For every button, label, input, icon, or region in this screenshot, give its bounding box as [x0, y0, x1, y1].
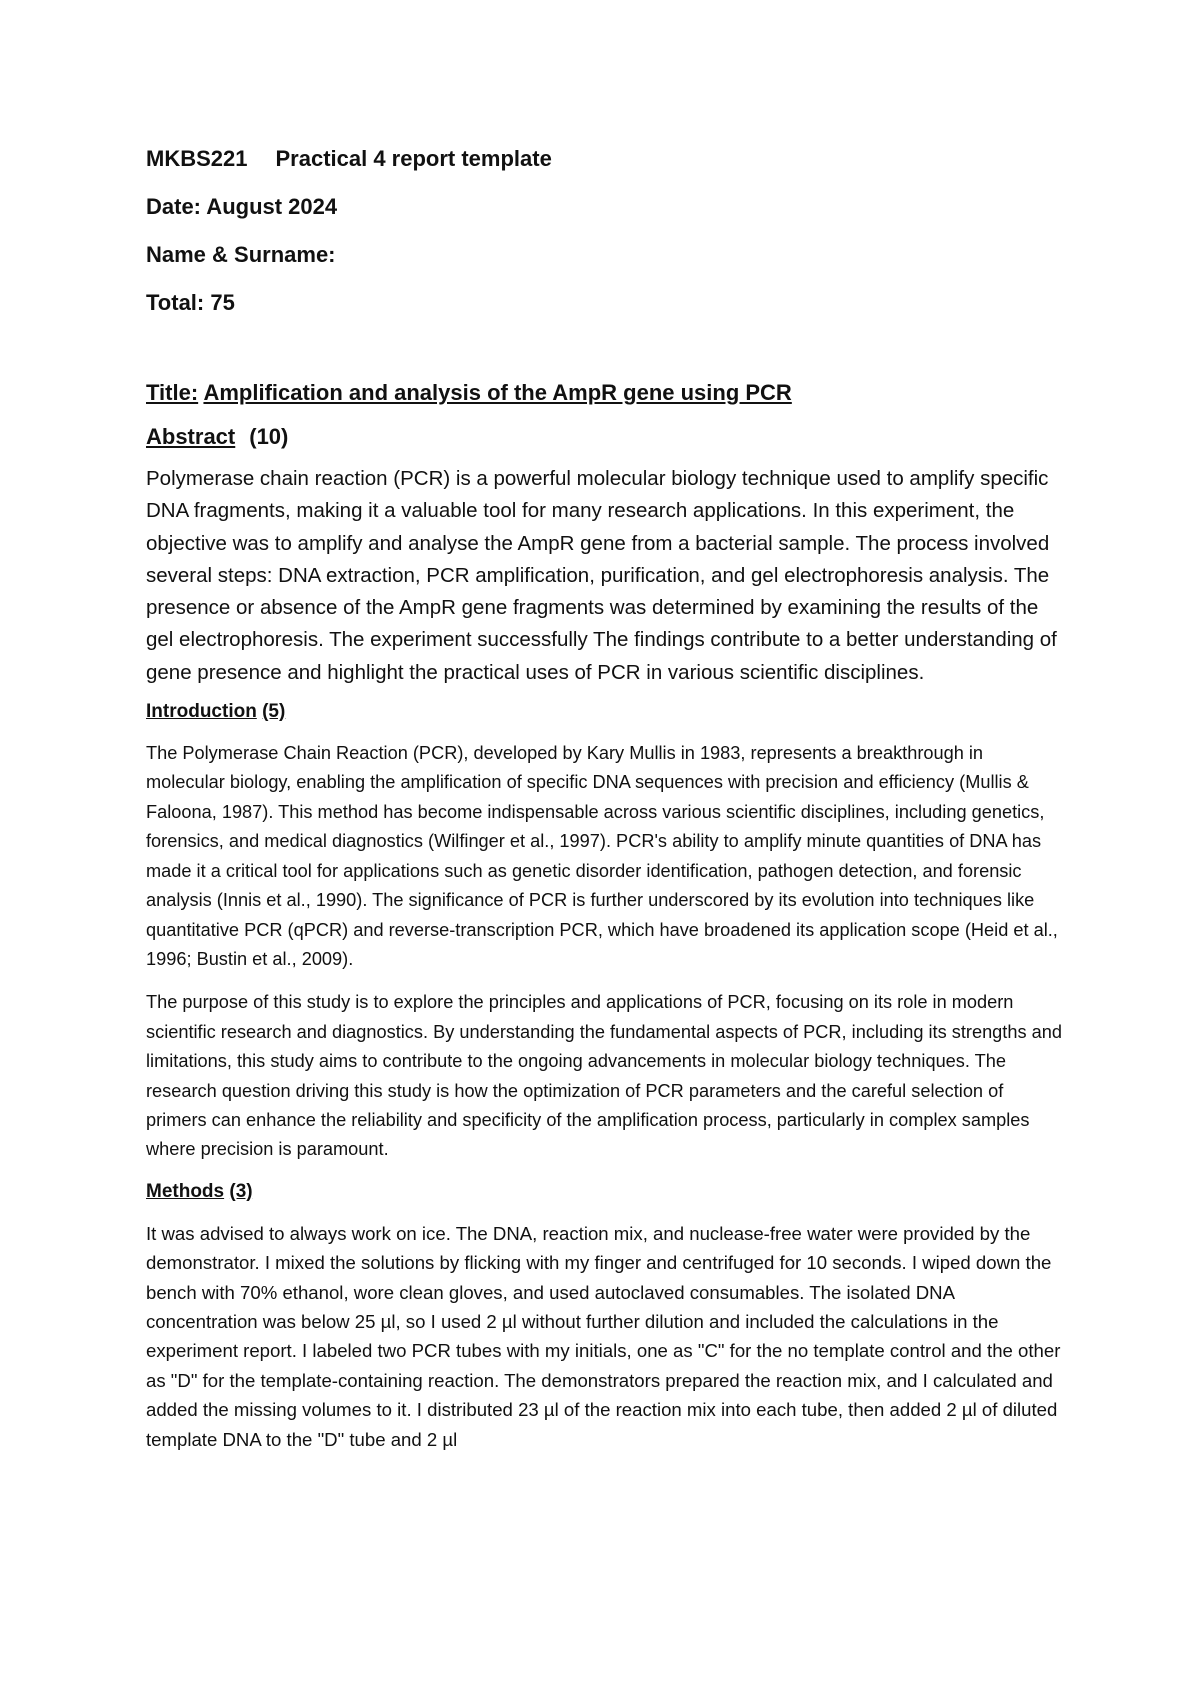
total-line: Total: 75: [146, 290, 235, 315]
title-label: Title:: [146, 380, 199, 405]
title-text: Amplification and analysis of the AmpR gene using PCR: [203, 380, 792, 405]
introduction-points: (5): [262, 701, 286, 723]
header-spacer: [146, 337, 1066, 379]
introduction-paragraph-2: The purpose of this study is to explore the principles and applications of PCR, focusing on its role in modern scientific research and diagnostics. By understanding the fundamental aspects of PCR, including its strengths and limitations, this study aims to contribute to the ongoing advancements in molecular biology techniques. The research question driving this study is how the optimization of PCR parameters and the careful selection of primers can enhance the reliability and specificity of the amplification process, particularly in complex samples where precision is paramount.: [146, 992, 1062, 1160]
methods-body: It was advised to always work on ice. The DNA, reaction mix, and nuclease-free water were provided by the demonstrator. I mixed the solutions by flicking with my finger and centrifuged for 10 seconds. I wiped down the bench with 70% ethanol, wore clean gloves, and used autoclaved consumables. The isolated DNA concentration was below 25 µl, so I used 2 µl without further dilution and included the calculations in the experiment report. I labeled two PCR tubes with my initials, one as "C" for the no template control and the other as "D" for the template-containing reaction. The demonstrators prepared the reaction mix, and I calculated and added the missing volumes to it. I distributed 23 µl of the reaction mix into each tube, then added 2 µl of diluted template DNA to the "D" tube and 2 µl: [146, 1222, 1061, 1450]
methods-label: Methods: [146, 1180, 225, 1202]
date-line: Date: August 2024: [146, 194, 338, 219]
report-title: [146, 379, 1066, 407]
name-surname-line: Name & Surname:: [146, 242, 336, 267]
methods-points: (3): [229, 1180, 253, 1202]
abstract-heading: [146, 423, 1066, 451]
course-code: MKBS221: [146, 146, 248, 171]
introduction-heading: [146, 699, 1066, 725]
course-header: [146, 145, 1066, 173]
document-content: [146, 145, 1066, 1454]
abstract-label: Abstract: [146, 424, 236, 449]
abstract-body: Polymerase chain reaction (PCR) is a powerful molecular biology technique used to amplify specific DNA fragments, making it a valuable tool for many research applications. In this experiment, the objective was to amplify and analyse the AmpR gene from a bacterial sample. The process involved several steps: DNA extraction, PCR amplification, purification, and gel electrophoresis analysis. The presence or absence of the AmpR gene fragments was determined by examining the results of the gel electrophoresis. The experiment successfully The findings contribute to a better understanding of gene presence and highlight the practical uses of PCR in various scientific disciplines.: [146, 467, 1057, 684]
methods-heading: [146, 1179, 1066, 1205]
template-title: Practical 4 report template: [275, 146, 552, 171]
abstract-points: (10): [249, 424, 289, 449]
introduction-label: Introduction: [146, 701, 257, 723]
introduction-paragraph-1: The Polymerase Chain Reaction (PCR), developed by Kary Mullis in 1983, represents a breakthrough in molecular biology, enabling the amplification of specific DNA sequences with precision and efficiency (Mullis & Faloona, 1987). This method has become indispensable across various scientific disciplines, including genetics, forensics, and medical diagnostics (Wilfinger et al., 1997). PCR's ability to amplify minute quantities of DNA has made it a critical tool for applications such as genetic disorder identification, pathogen detection, and forensic analysis (Innis et al., 1990). The significance of PCR is further underscored by its evolution into techniques like quantitative PCR (qPCR) and reverse-transcription PCR, which have broadened its application scope (Heid et al., 1996; Bustin et al., 2009).: [146, 743, 1058, 969]
